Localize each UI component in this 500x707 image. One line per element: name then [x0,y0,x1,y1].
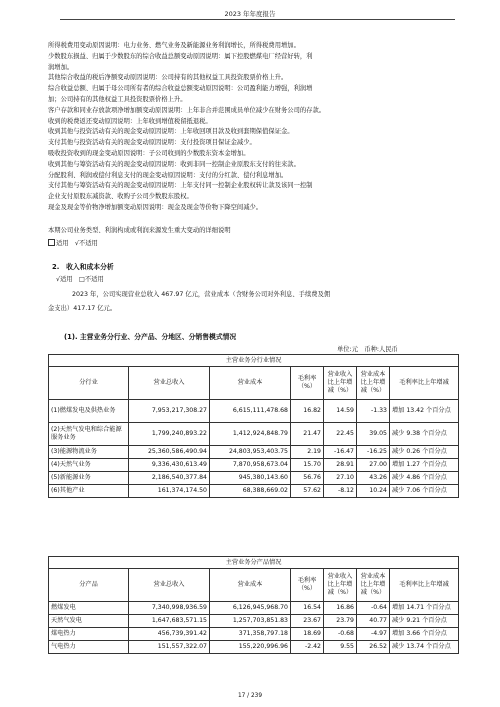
table-row [49,602,459,615]
table-cell: -16.25 [357,446,390,459]
table-cell: 945,380,143.60 [210,472,291,485]
column-header: 营业收入比上年增减（%） [324,367,357,400]
table-cell: 18.69 [291,628,324,641]
header-divider [60,19,455,20]
variance-line: 加；公司持有的其他权益工具投资股票价格上升。 [48,95,187,103]
report-header: 2023 年年度报告 [224,10,276,18]
revenue-paragraph-line2: 金支出）417.17 亿元。 [48,305,117,312]
variance-line: 收到其他与投资活动有关的现金变动原因说明：上年收回项目款及收到套期保值保证金。 [48,128,294,136]
column-header: 毛利率比上年增减 [390,367,459,400]
variance-line: 吸收投资收到的现金变动原因说明：子公司收到的少数股东资本金增加。 [48,149,250,157]
row-label: 燃煤发电 [49,602,129,615]
option-not-applicable: √不适用 [74,240,98,247]
table-cell: 155,220,996.96 [210,641,291,654]
table-cell: 减少 7.06 个百分点 [390,485,459,498]
table-row [49,446,459,459]
variance-line: 分配股利、利润或偿付利息支付的现金变动原因说明：支付的分红款、偿付利息增加。 [48,171,288,179]
page-number: 17 / 239 [237,693,263,699]
table-cell: 7,953,217,308.27 [129,400,210,423]
row-label: 煤电热力 [49,628,129,641]
table-cell: 10.24 [357,485,390,498]
section-options: √适用 □不适用 [56,276,104,283]
table-row [49,459,459,472]
table-cell: 24,803,953,403.75 [210,446,291,459]
table-cell: 减少 4.86 个百分点 [390,472,459,485]
table-row [49,628,459,641]
table-cell: 25,360,586,490.94 [129,446,210,459]
column-header: 营业总收入 [129,569,210,602]
table-cell: 6,126,945,968.70 [210,602,291,615]
table-cell: -0.64 [357,602,390,615]
table-cell: 151,557,322.07 [129,641,210,654]
table-cell: 减少 9.21 个百分点 [390,615,459,628]
industry-table [48,354,459,498]
table-cell: 26.52 [357,641,390,654]
table-cell: 7,340,998,936.59 [129,602,210,615]
variance-line: 企业支付原股东减资款、收购子公司少数股东股权。 [48,193,193,201]
table-cell: 22.45 [324,423,357,446]
table-cell: 1,799,240,893.22 [129,423,210,446]
column-header: 毛利率比上年增减 [390,569,459,602]
variance-line: 客户存款和同业存放款项净增加额变动原因说明：上年非合并范围成员单位减少在财务公司的存款。 [48,106,326,114]
table-cell: 40.77 [357,615,390,628]
table-cell: 9.55 [324,641,357,654]
column-header: 营业成本 [210,569,291,602]
column-header: 营业成本比上年增减（%） [357,367,390,400]
section-title: 2. 收入和成本分析 [52,263,114,271]
table-cell: 16.82 [291,400,324,423]
table-cell: 6,615,111,478.68 [210,400,291,423]
variance-line: 其他综合收益的税后净额变动原因说明：公司持有的其他权益工具投资股票价格上升。 [48,74,288,82]
table-cell: 1,257,703,851.83 [210,615,291,628]
table-cell: 减少 9.38 个百分点 [390,423,459,446]
table-cell: 161,374,174.50 [129,485,210,498]
table-cell: 9,336,430,613.49 [129,459,210,472]
variance-line: 少数股东损益、归属于少数股东的综合收益总额变动原因说明：属下控股燃煤电厂经营好转，利 [48,52,313,60]
table-cell: 456,739,391.42 [129,628,210,641]
table-cell: -1.33 [357,400,390,423]
table-cell: 7,870,958,673.04 [210,459,291,472]
row-label: (5)新能源业务 [49,472,129,485]
table-cell: 1,412,924,848.79 [210,423,291,446]
table-cell: 2.19 [291,446,324,459]
table-cell: 1,647,683,571.15 [129,615,210,628]
table-cell: -4.97 [357,628,390,641]
table-row [49,485,459,498]
revenue-paragraph-line1: 2023 年，公司实现营业总收入 467.97 亿元，营业成本（含财务公司对外利息、手续费及佣 [72,291,331,298]
column-header: 营业收入比上年增减（%） [324,569,357,602]
row-label: (6)其他产业 [49,485,129,498]
variance-line: 综合收益总额、归属于母公司所有者的综合收益总额变动原因说明：公司盈利能力增强，利润增 [48,85,313,93]
variance-line: 收到其他与筹资活动有关的现金变动原因说明：收到非同一控制企业原股东支付的往来款。 [48,160,300,168]
table-cell: 57.62 [291,485,324,498]
row-label: (1)燃煤发电及供热业务 [49,400,129,423]
table-cell: -2.42 [291,641,324,654]
table-cell: 39.05 [357,423,390,446]
variance-line: 支付其他与投资活动有关的现金变动原因说明：支付投资项目保证金减少。 [48,139,256,147]
column-header: 毛利率（%） [291,367,324,400]
variance-line: 润增加。 [48,63,74,71]
table-cell: 43.26 [357,472,390,485]
table-row [49,423,459,446]
table-cell: 14.59 [324,400,357,423]
table-cell: 增加 3.66 个百分点 [390,628,459,641]
column-header: 分产品 [49,569,129,602]
column-header: 营业成本 [210,367,291,400]
table-cell: 371,358,797.18 [210,628,291,641]
column-header: 分行业 [49,367,129,400]
table-cell: 减少 0.26 个百分点 [390,446,459,459]
table-cell: 21.47 [291,423,324,446]
table-cell: 2,186,540,377.84 [129,472,210,485]
option-applicable: 适用 [56,240,69,247]
table-cell: 增加 13.42 个百分点 [390,400,459,423]
detail-options [48,237,453,250]
subsection-title: (1). 主营业务分行业、分产品、分地区、分销售模式情况 [64,333,237,341]
variance-line: 所得税费用变动原因说明：电力业务、燃气业务及新能源业务利润增长，所得税费用增加。 [48,42,300,49]
variance-line: 现金及现金等价物净增加额变动原因说明：现金及现金等价物下降空间减少。 [48,203,263,211]
variance-explanations [48,41,458,214]
variance-line: 支付其他与筹资活动有关的现金变动原因说明：上年支付同一控制企业股权转让款及该同一控制 [48,182,313,190]
table-cell: 增加 1.27 个百分点 [390,459,459,472]
table-cell: 16.54 [291,602,324,615]
table-cell: 23.79 [324,615,357,628]
product-table [48,556,459,654]
industry-table-caption: 主营业务分行业情况 [49,355,459,367]
detail-note [48,224,453,250]
checkbox-icon [48,239,55,246]
table-cell: 16.86 [324,602,357,615]
detail-note-text: 本期公司业务类型、利润构成或利润来源发生重大变动的详细说明 [48,227,231,234]
product-table-caption: 主营业务分产品情况 [49,557,459,569]
table-row [49,400,459,423]
table-row [49,641,459,654]
table-cell: 减少 13.74 个百分点 [390,641,459,654]
table-cell: 23.67 [291,615,324,628]
row-label: 天然气发电 [49,615,129,628]
table-cell: -16.47 [324,446,357,459]
row-label: 气电热力 [49,641,129,654]
table-cell: -0.68 [324,628,357,641]
row-label: (2)天然气发电和综合能源服务业务 [49,423,129,446]
column-header: 营业成本比上年增减（%） [357,569,390,602]
column-header: 营业总收入 [129,367,210,400]
table-cell: 27.10 [324,472,357,485]
row-label: (3)能源物流业务 [49,446,129,459]
table-cell: 15.70 [291,459,324,472]
unit-note: 单位:元 币种:人民币 [337,346,398,353]
table-row [49,472,459,485]
column-header: 毛利率（%） [291,569,324,602]
variance-line: 收到的税费返还变动原因说明：上年收到增值税留抵退税。 [48,117,212,125]
table-cell: 68,388,669.02 [210,485,291,498]
revenue-paragraph [48,288,453,301]
table-cell: 28.91 [324,459,357,472]
table-cell: 27.00 [357,459,390,472]
revenue-paragraph-cont [48,302,453,315]
table-cell: -8.12 [324,485,357,498]
table-row [49,615,459,628]
row-label: (4)天然气业务 [49,459,129,472]
table-cell: 增加 14.71 个百分点 [390,602,459,615]
table-cell: 56.76 [291,472,324,485]
